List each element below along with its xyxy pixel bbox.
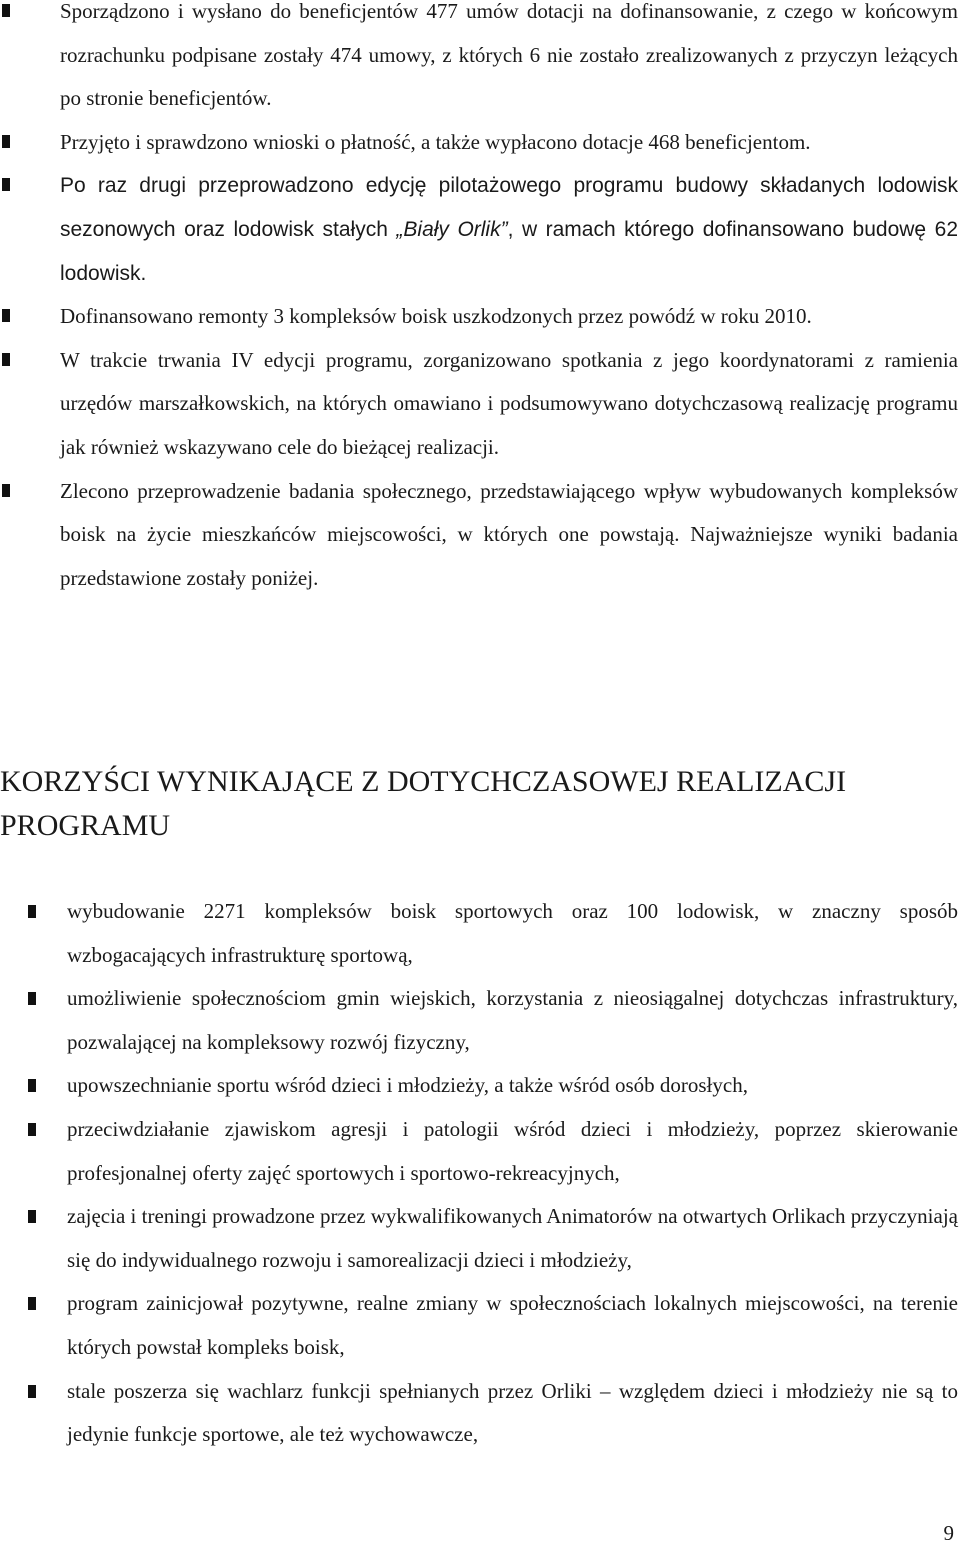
benefits-list	[0, 890, 958, 1457]
list-item-text: zajęcia i treningi prowadzone przez wykwalifikowanych Animatorów na otwartych Orlikach przyczyniają się do indywidualnego rozwoju i samorealizacji dzieci i młodzieży,	[67, 1204, 958, 1272]
list-item-text: umożliwienie społecznościom gmin wiejskich, korzystania z nieosiągalnej dotychczas infrastruktury, pozwalającej na kompleksowy rozwój fizyczny,	[67, 986, 958, 1054]
square-bullet-icon	[28, 1123, 36, 1136]
list-item-text: upowszechnianie sportu wśród dzieci i młodzieży, a także wśród osób dorosłych,	[67, 1073, 748, 1098]
list-item	[0, 0, 958, 121]
list-item	[0, 977, 958, 1064]
square-bullet-icon	[2, 309, 10, 322]
list-item	[0, 1108, 958, 1195]
list-item-text: program zainicjował pozytywne, realne zmiany w społecznościach lokalnych miejscowości, na terenie których powstał kompleks boisk,	[67, 1291, 958, 1359]
square-bullet-icon	[2, 178, 10, 191]
list-item-text: Zlecono przeprowadzenie badania społecznego, przedstawiającego wpływ wybudowanych kompleksów boisk na życie mieszkańców miejscowości, w których one powstają. Najważniejsze wyniki badania przedstawione zostały poniżej.	[60, 478, 958, 590]
list-item	[0, 890, 958, 977]
list-item	[0, 1195, 958, 1282]
list-item-text: Dofinansowano remonty 3 kompleksów boisk uszkodzonych przez powódź w roku 2010.	[60, 304, 812, 329]
list-item	[0, 121, 958, 165]
square-bullet-icon	[28, 1385, 36, 1398]
square-bullet-icon	[28, 1210, 36, 1223]
list-item	[0, 164, 958, 295]
square-bullet-icon	[28, 905, 36, 918]
list-item-text	[60, 164, 958, 295]
section-heading: KORZYŚCI WYNIKAJĄCE Z DOTYCHCZASOWEJ REALIZACJI PROGRAMU	[0, 765, 847, 842]
list-item-text-part: Po raz drugi przeprowadzono edycję pilotażowego programu budowy składanych lodowisk sezonowych oraz lodowisk stałych	[60, 174, 958, 241]
list-item-text-part: , w ramach którego dofinansowano budowę 62 lodowisk.	[60, 217, 958, 285]
list-item-text: Sporządzono i wysłano do beneficjentów 477 umów dotacji na dofinansowanie, z czego w końcowym rozrachunku podpisane zostały 474 umowy, z których 6 nie zostało zrealizowanych z przyczyn leżących po stronie beneficjentów.	[60, 0, 958, 111]
list-item-text: przeciwdziałanie zjawiskom agresji i patologii wśród dzieci i młodzieży, poprzez skierowanie profesjonalnej oferty zajęć sportowych i sportowo-rekreacyjnych,	[67, 1116, 958, 1185]
square-bullet-icon	[28, 1297, 36, 1310]
list-item	[0, 1064, 958, 1108]
achievements-list	[0, 0, 958, 600]
square-bullet-icon	[2, 135, 10, 148]
list-item	[0, 339, 958, 470]
square-bullet-icon	[28, 992, 36, 1005]
list-item-text: wybudowanie 2271 kompleksów boisk sportowych oraz 100 lodowisk, w znaczny sposób wzbogacających infrastrukturę sportową,	[67, 899, 958, 967]
list-item-text: W trakcie trwania IV edycji programu, zorganizowano spotkania z jego koordynatorami z ramienia urzędów marszałkowskich, na których omawiano i podsumowywano dotychczasową realizację programu jak również wskazywano cele do bieżącej realizacji.	[60, 347, 958, 459]
list-item	[0, 1282, 958, 1369]
list-item	[0, 1370, 958, 1457]
list-item-text: stale poszerza się wachlarz funkcji spełnianych przez Orliki – względem dzieci i młodzieży nie są to jedynie funkcje sportowe, ale też wychowawcze,	[67, 1378, 958, 1447]
square-bullet-icon	[28, 1079, 36, 1092]
page-number: 9	[943, 1521, 954, 1545]
square-bullet-icon	[2, 4, 10, 17]
list-item	[0, 470, 958, 601]
square-bullet-icon	[2, 484, 10, 497]
program-name: „Biały Orlik”	[396, 217, 508, 241]
list-item-text: Przyjęto i sprawdzono wnioski o płatność, a także wypłacono dotacje 468 beneficjentom.	[60, 129, 811, 154]
list-item	[0, 295, 958, 339]
square-bullet-icon	[2, 353, 10, 366]
